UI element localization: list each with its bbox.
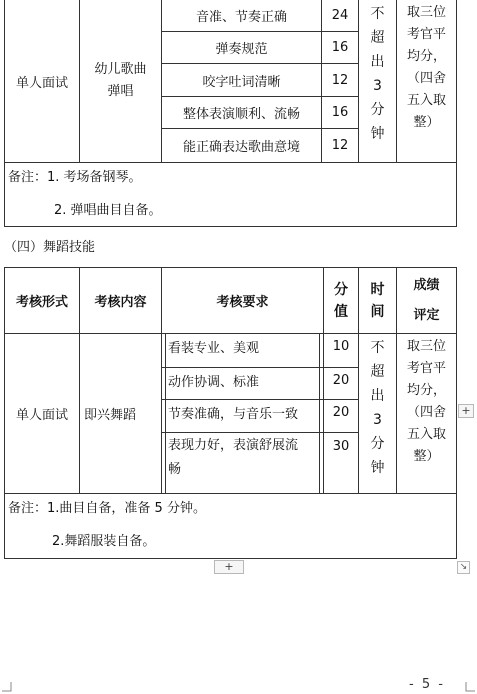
t2-score-2 [324, 368, 358, 392]
t2-eval-cell [397, 336, 456, 492]
t2-req-2-text: 动作协调、标准 [168, 374, 260, 390]
t1-req-1 [162, 0, 321, 31]
t1-score-1 [322, 0, 358, 31]
t2-time-1: 超 [370, 364, 385, 380]
t2-req-1 [168, 334, 318, 358]
t1-req-3-text: 咬字吐词清晰 [202, 74, 281, 90]
t2-req-1-text: 看装专业、美观 [168, 340, 260, 356]
t2-eval-3: （四舍 [406, 405, 446, 420]
t2-note-1: 备注：1.曲目自备，准备 5 分钟。 [8, 501, 206, 516]
t1-time-4: 分 [370, 102, 385, 118]
t2-time-2: 出 [370, 388, 385, 404]
t2-score-1-text: 10 [332, 338, 350, 354]
t1-score-1-text: 24 [331, 8, 349, 23]
t2-eval-4: 五入取 [406, 427, 446, 442]
t2-header-form-text: 考核形式 [15, 295, 68, 310]
t2-score-2-text: 20 [332, 372, 350, 388]
t1-req-1-text: 音准、节奏正确 [195, 10, 287, 25]
t1-eval-cell [397, 2, 456, 160]
t2-time-cell [359, 336, 396, 492]
t1-eval-0: 取三位 [406, 5, 446, 20]
t1-time-5: 钟 [370, 126, 385, 142]
t2-header-time-2: 间 [370, 303, 385, 320]
t2-req-4 [168, 434, 318, 492]
insert-row-handle[interactable]: + [458, 404, 474, 418]
t2-eval-5: 整） [413, 449, 440, 464]
t2-header-eval [397, 268, 456, 333]
t1-eval-3: （四舍 [406, 71, 446, 86]
t2-header-time-1: 时 [370, 281, 385, 298]
t1-score-3-text: 12 [331, 72, 349, 88]
t2-header-content-text: 考核内容 [94, 295, 147, 310]
t2-header-form [5, 268, 79, 333]
t2-content-cell [84, 334, 161, 493]
t1-req-2-text: 弹奏规范 [215, 42, 268, 57]
t1-eval-1: 考官平 [406, 27, 446, 42]
t2-form-cell [5, 334, 79, 493]
t1-eval-5: 整） [413, 115, 440, 130]
t2-req-4-text-2: 畅 [168, 462, 182, 477]
page-corner-mark-left [2, 682, 12, 692]
t2-header-eval-2: 评定 [413, 307, 440, 323]
t2-note-2: 2.舞蹈服装自备。 [52, 534, 156, 549]
t2-time-0: 不 [370, 340, 385, 356]
t2-time-4: 分 [370, 436, 385, 452]
t1-note-1: 备注：1. 考场备钢琴。 [8, 170, 142, 185]
t2-header-content [80, 268, 161, 333]
t1-time-1: 超 [370, 30, 385, 46]
t2-req-4-text-1: 表现力好，表演舒展流 [168, 438, 299, 453]
t1-time-0: 不 [370, 6, 385, 22]
t1-score-4-text: 16 [331, 105, 349, 120]
t2-header-score [324, 268, 358, 333]
t1-req-3 [162, 64, 321, 96]
t2-header-req [162, 268, 323, 333]
t1-score-3 [322, 64, 358, 96]
t2-form: 单人面试 [15, 408, 68, 423]
t2-header-score-2: 值 [334, 303, 348, 320]
t1-req-4 [162, 97, 321, 128]
t2-eval-2: 均分， [406, 383, 446, 398]
t1-content-line1: 幼儿歌曲 [94, 62, 147, 77]
t1-score-2-text: 16 [331, 40, 349, 55]
t1-score-2 [322, 32, 358, 63]
t2-time-5: 钟 [370, 460, 385, 476]
t2-req-3 [168, 400, 318, 424]
t2-score-4-text: 30 [332, 438, 350, 454]
t1-content-line2: 弹唱 [107, 84, 134, 99]
t1-content-cell [80, 0, 161, 162]
t2-header-score-1: 分 [334, 281, 348, 298]
insert-column-handle[interactable]: + [214, 560, 244, 574]
t2-score-3 [324, 400, 358, 424]
t2-time-3: 3 [373, 412, 382, 428]
t1-score-5 [322, 129, 358, 162]
t2-content: 即兴舞蹈 [84, 408, 137, 423]
page-number: - 5 - [409, 677, 445, 692]
t1-eval-2: 均分， [406, 49, 446, 64]
t2-header-time [359, 268, 396, 333]
t2-header-req-text: 考核要求 [216, 295, 269, 310]
t2-score-1 [324, 334, 358, 358]
t2-header-eval-1: 成绩 [413, 277, 440, 293]
t1-req-5 [162, 129, 321, 162]
t2-score-4 [324, 434, 358, 458]
t1-note-2: 2. 弹唱曲目自备。 [54, 203, 162, 218]
t2-eval-0: 取三位 [406, 339, 446, 354]
t1-form: 单人面试 [15, 75, 68, 91]
t2-eval-1: 考官平 [406, 361, 446, 376]
t1-time-3: 3 [373, 78, 382, 94]
t1-score-4 [322, 97, 358, 128]
t1-eval-4: 五入取 [406, 93, 446, 108]
t2-req-2 [168, 368, 318, 392]
t1-form-cell [5, 0, 79, 162]
t2-score-3-text: 20 [332, 404, 350, 420]
section-title: （四）舞蹈技能 [4, 240, 96, 255]
t1-score-5-text: 12 [331, 138, 349, 153]
page-corner-mark-right [465, 682, 475, 692]
t1-req-4-text: 整体表演顺利、流畅 [182, 107, 300, 122]
t1-req-5-text: 能正确表达歌曲意境 [182, 140, 300, 155]
table-resize-handle[interactable]: ↘ [457, 561, 470, 574]
t2-req-3-text: 节奏准确，与音乐一致 [168, 406, 299, 422]
t1-time-2: 出 [370, 54, 385, 70]
t1-time-cell [359, 2, 396, 160]
t1-req-2 [162, 32, 321, 63]
